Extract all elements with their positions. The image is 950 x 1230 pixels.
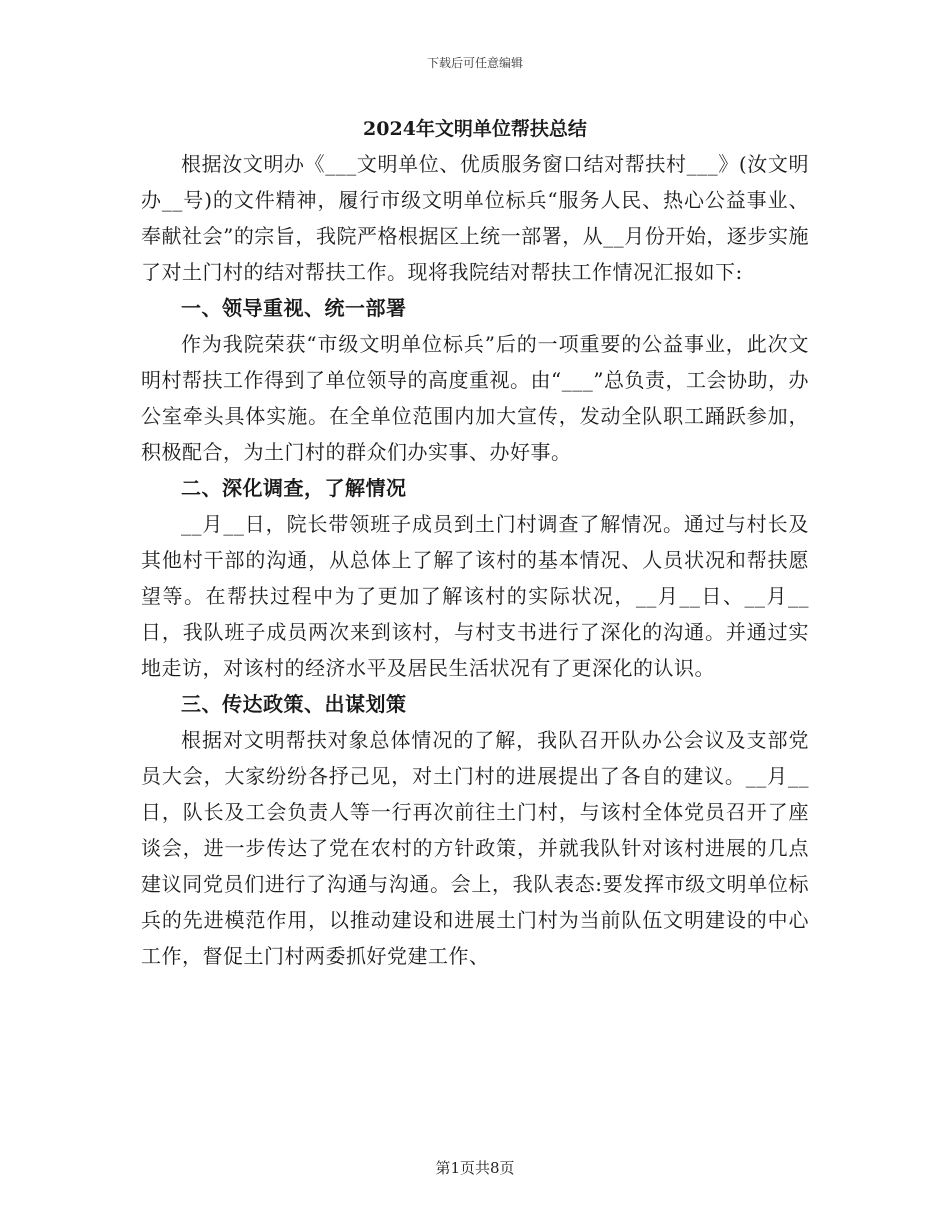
paragraph-section-1: 作为我院荣获“市级文明单位标兵”后的一项重要的公益事业，此次文明村帮扶工作得到了单位领导的高度重视。由“___”总负责，工会协助，办公室牵头具体实施。在全单位范围内加大宣传，发动全队职工踊跃参加，积极配合，为土门村的群众们办实事、办好事。: [141, 332, 809, 464]
page-header-note: 下载后可任意编辑: [426, 56, 523, 70]
paragraph-section-3: 根据对文明帮扶对象总体情况的了解，我队召开队办公会议及支部党员大会，大家纷纷各抒己见，对土门村的进展提出了各自的建议。__月__日，队长及工会负责人等一行再次前往土门村，与该村全体党员召开了座谈会，进一步传达了党在农村的方针政策，并就我队针对该村进展的几点建议同党员们进行了沟通与沟通。会上，我队表态:要发挥市级文明单位标兵的先进模范作用，以推动建设和进展土门村为当前队伍文明建设的中心工作，督促土门村两委抓好党建工作、: [141, 728, 809, 968]
page-number: 第1页共8页: [435, 1159, 515, 1177]
section-heading-2: 二、深化调查，了解情况: [181, 476, 407, 500]
section-heading-1: 一、领导重视、统一部署: [181, 296, 407, 320]
document-body: [141, 112, 809, 974]
section-heading-3: 三、传达政策、出谋划策: [181, 692, 407, 716]
paragraph-intro: 根据汝文明办《___文明单位、优质服务窗口结对帮扶村___》(汝文明办__号)的文件精神，履行市级文明单位标兵“服务人民、热心公益事业、奉献社会”的宗旨，我院严格根据区上统一部署，从__月份开始，逐步实施了对土门村的结对帮扶工作。现将我院结对帮扶工作情况汇报如下:: [141, 152, 809, 284]
paragraph-section-2: __月__日，院长带领班子成员到土门村调查了解情况。通过与村长及其他村干部的沟通，从总体上了解了该村的基本情况、人员状况和帮扶愿望等。在帮扶过程中为了更加了解该村的实际状况，__月__日、__月__日，我队班子成员两次来到该村，与村支书进行了深化的沟通。并通过实地走访，对该村的经济水平及居民生活状况有了更深化的认识。: [141, 512, 809, 680]
document-title: 2024年文明单位帮扶总结: [363, 118, 587, 140]
